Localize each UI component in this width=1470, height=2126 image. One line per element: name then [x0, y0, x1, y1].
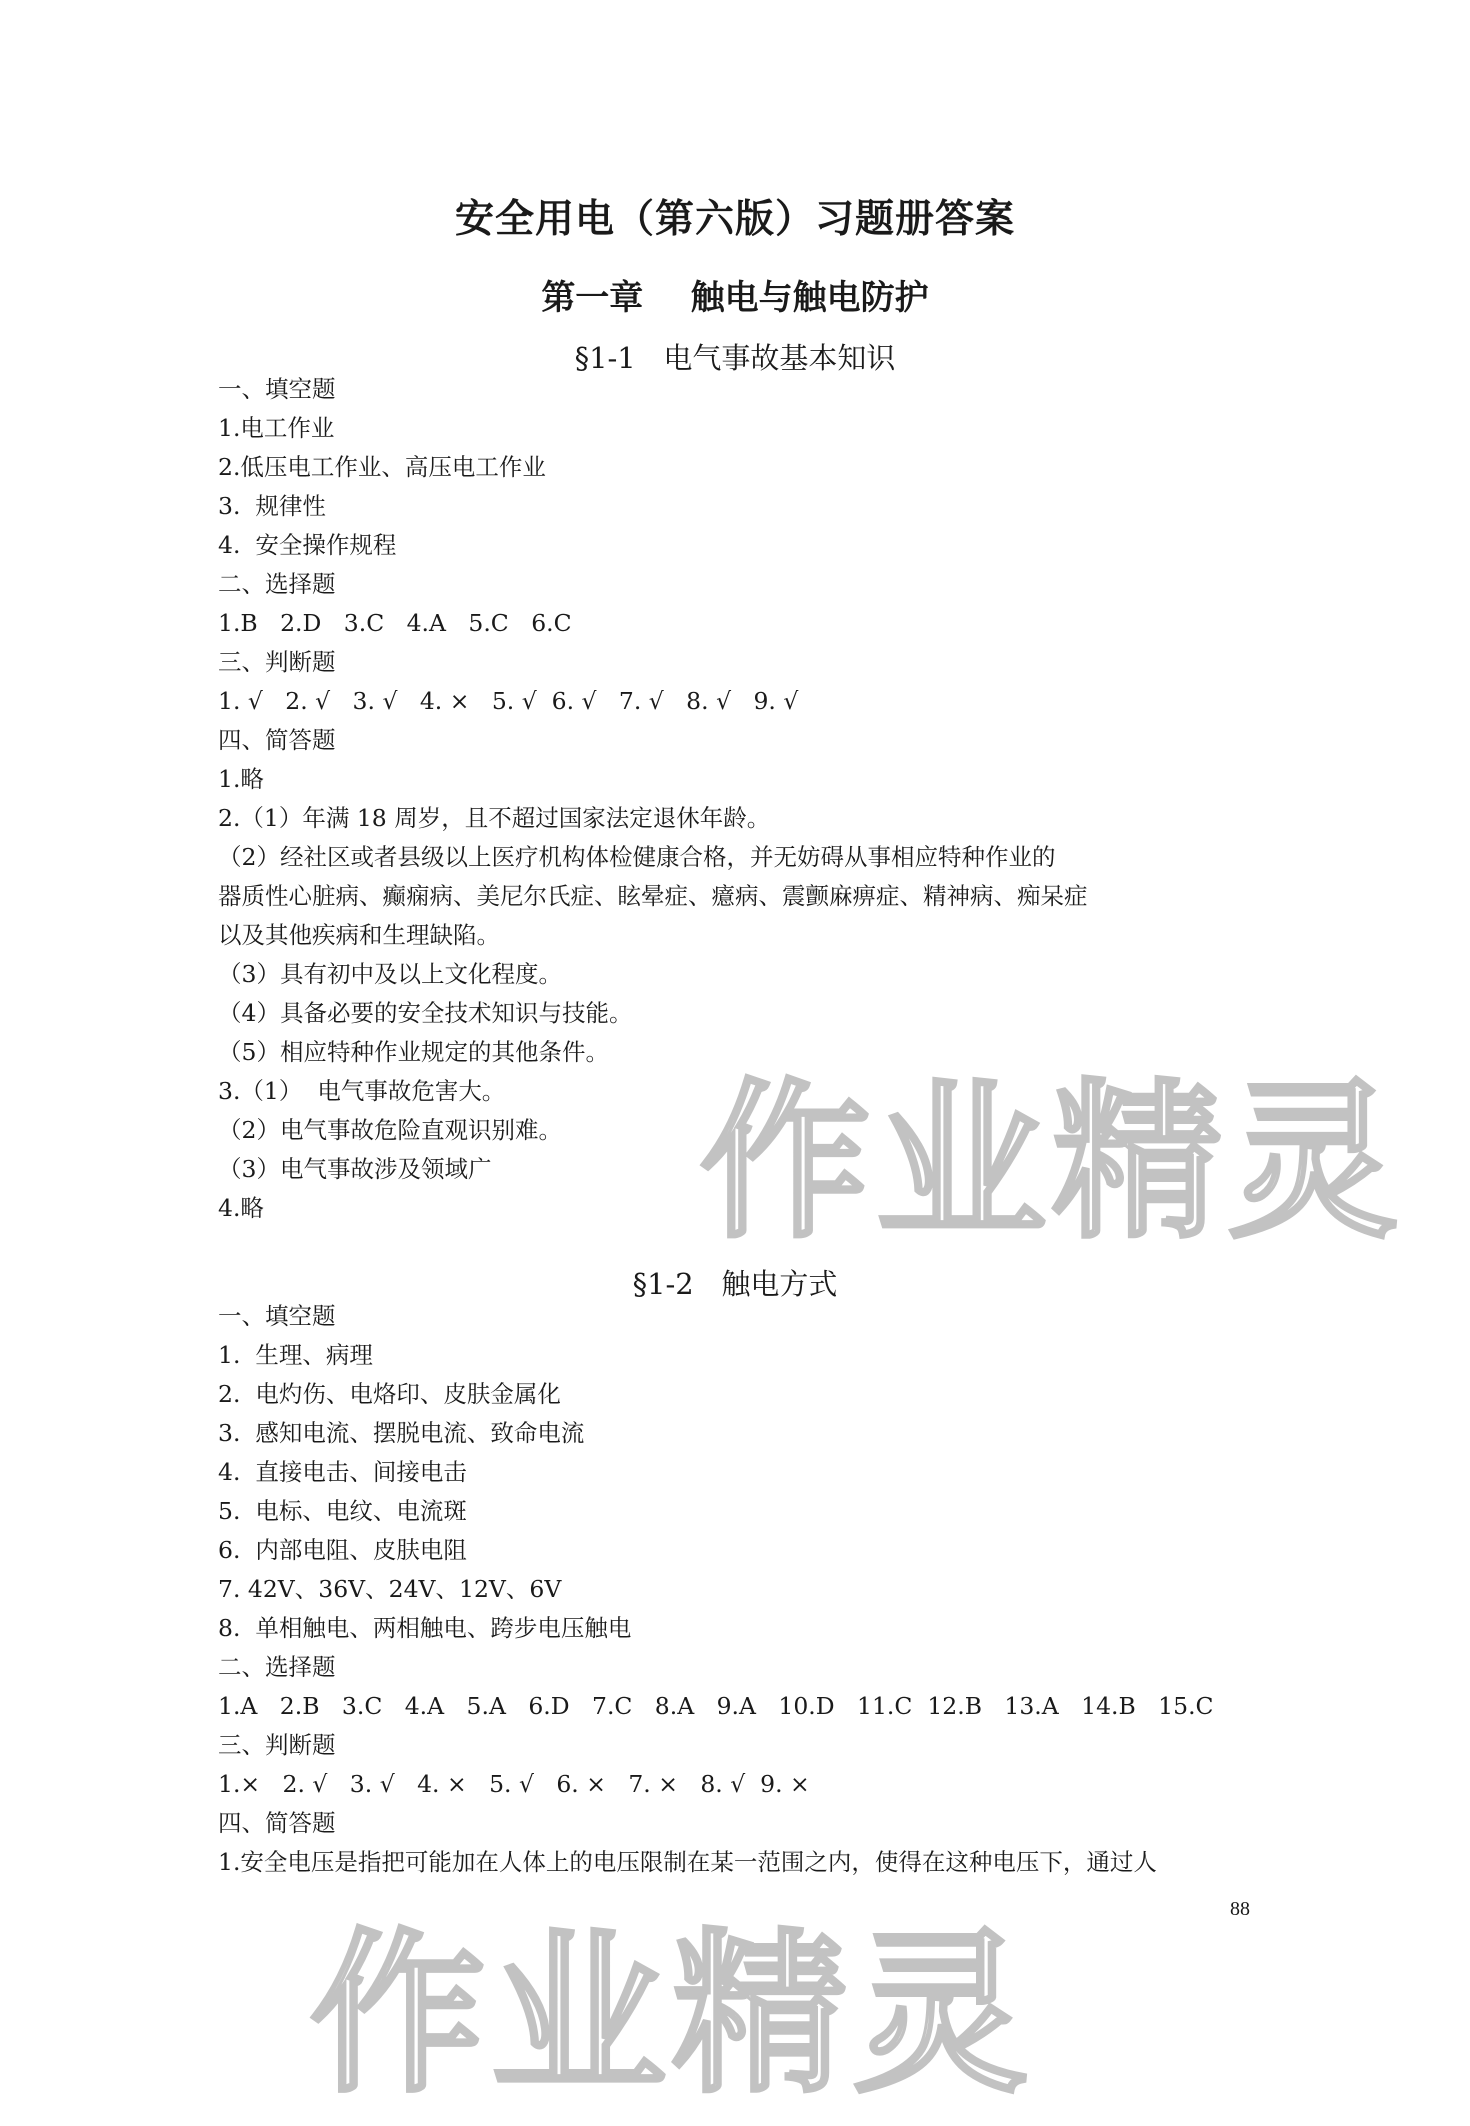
- answer-line: 二、选择题: [218, 1653, 336, 1681]
- answer-line: 1.B 2.D 3.C 4.A 5.C 6.C: [218, 609, 572, 637]
- answer-line: 8. 单相触电、两相触电、跨步电压触电: [218, 1614, 632, 1642]
- answer-line: 3.（1） 电气事故危害大。: [218, 1077, 506, 1105]
- answer-line: 2.（1）年满 18 周岁，且不超过国家法定退休年龄。: [218, 804, 771, 832]
- answer-line: （2）经社区或者县级以上医疗机构体检健康合格，并无妨碍从事相应特种作业的: [218, 843, 1056, 871]
- watermark: 作业精灵: [310, 1914, 1034, 2117]
- answer-line: 7. 42V、36V、24V、12V、6V: [218, 1575, 562, 1603]
- answer-line: （4）具备必要的安全技术知识与技能。: [218, 999, 633, 1027]
- answer-line: （3）具有初中及以上文化程度。: [218, 960, 562, 988]
- section-1-2-body: [218, 1297, 1318, 1882]
- answer-line: 1. √ 2. √ 3. √ 4. × 5. √ 6. √ 7. √ 8. √ 9. √: [218, 687, 799, 715]
- answer-line: 一、填空题: [218, 1302, 336, 1330]
- section-1-1-body: [218, 370, 1318, 1228]
- answer-line: 1.安全电压是指把可能加在人体上的电压限制在某一范围之内，使得在这种电压下，通过人: [218, 1848, 1157, 1876]
- chapter-heading: 第一章 触电与触电防护: [541, 278, 929, 318]
- answer-line: 3. 规律性: [218, 492, 326, 520]
- section-heading-1-2: §1-2 触电方式: [632, 1267, 838, 1301]
- answer-line: 三、判断题: [218, 1731, 336, 1759]
- answer-line: 1. 生理、病理: [218, 1341, 373, 1369]
- answer-line: 1.电工作业: [218, 414, 335, 442]
- document-title: 安全用电（第六版）习题册答案: [454, 196, 1015, 242]
- answer-line: 5. 电标、电纹、电流斑: [218, 1497, 467, 1525]
- answer-line: （2）电气事故危险直观识别难。: [218, 1116, 562, 1144]
- page-number: 88: [1230, 1898, 1250, 1920]
- answer-line: 一、填空题: [218, 375, 336, 403]
- answer-line: 三、判断题: [218, 648, 336, 676]
- answer-line: 四、简答题: [218, 1809, 336, 1837]
- answer-line: 1.A 2.B 3.C 4.A 5.A 6.D 7.C 8.A 9.A 10.D 11.C 12.B 13.A 14.B 15.C: [218, 1692, 1214, 1720]
- answer-line: （3）电气事故涉及领域广: [218, 1155, 492, 1183]
- answer-line: 以及其他疾病和生理缺陷。: [218, 921, 500, 949]
- answer-line: （5）相应特种作业规定的其他条件。: [218, 1038, 609, 1066]
- answer-line: 1.略: [218, 765, 264, 793]
- answer-line: 1.× 2. √ 3. √ 4. × 5. √ 6. × 7. × 8. √ 9. ×: [218, 1770, 810, 1798]
- answer-line: 6. 内部电阻、皮肤电阻: [218, 1536, 467, 1564]
- answer-line: 器质性心脏病、癫痫病、美尼尔氏症、眩晕症、癔病、震颤麻痹症、精神病、痴呆症: [218, 882, 1088, 910]
- watermark: 作业精灵: [700, 1064, 1405, 1262]
- answer-line: 4. 安全操作规程: [218, 531, 397, 559]
- answer-line: 2.低压电工作业、高压电工作业: [218, 453, 546, 481]
- answer-line: 2. 电灼伤、电烙印、皮肤金属化: [218, 1380, 561, 1408]
- answer-line: 二、选择题: [218, 570, 336, 598]
- answer-line: 3. 感知电流、摆脱电流、致命电流: [218, 1419, 585, 1447]
- answer-line: 4.略: [218, 1194, 264, 1222]
- section-heading-1-1: §1-1 电气事故基本知识: [574, 341, 896, 375]
- answer-line: 四、简答题: [218, 726, 336, 754]
- answer-line: 4. 直接电击、间接电击: [218, 1458, 467, 1486]
